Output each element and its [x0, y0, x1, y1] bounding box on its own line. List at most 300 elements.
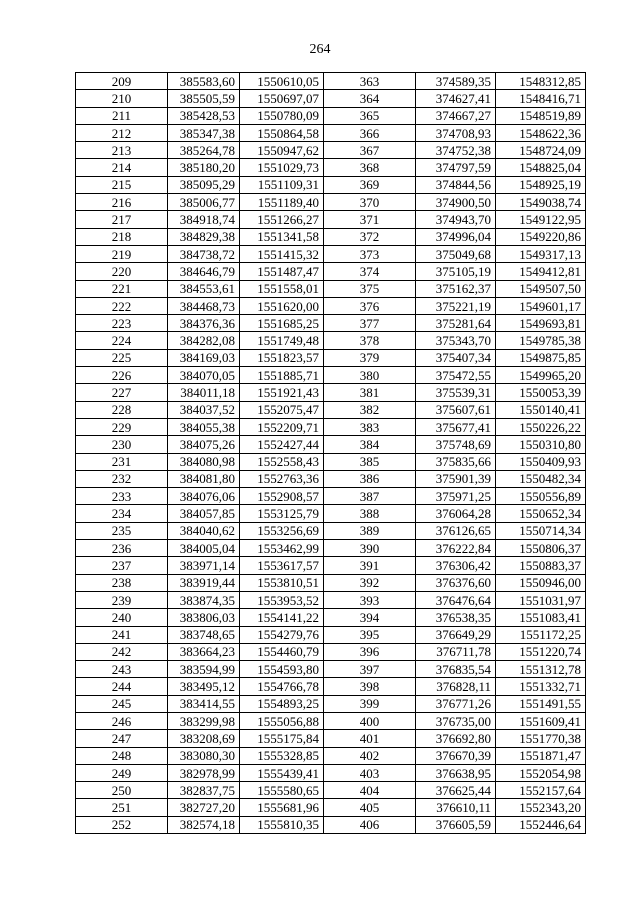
point-number-left: 239 — [76, 591, 168, 608]
x-coordinate-left: 382978,99 — [168, 764, 240, 781]
point-number-right: 395 — [324, 626, 416, 643]
y-coordinate-right: 1548312,85 — [496, 73, 586, 90]
point-number-left: 227 — [76, 384, 168, 401]
y-coordinate-left: 1552209,71 — [240, 418, 324, 435]
x-coordinate-right: 376649,29 — [416, 626, 496, 643]
table-row — [76, 245, 586, 262]
y-coordinate-left: 1550610,05 — [240, 73, 324, 90]
y-coordinate-right: 1551871,47 — [496, 747, 586, 764]
x-coordinate-left: 383664,23 — [168, 643, 240, 660]
y-coordinate-right: 1551312,78 — [496, 661, 586, 678]
x-coordinate-left: 385583,60 — [168, 73, 240, 90]
x-coordinate-right: 375281,64 — [416, 315, 496, 332]
y-coordinate-right: 1549601,17 — [496, 297, 586, 314]
point-number-right: 391 — [324, 557, 416, 574]
point-number-right: 386 — [324, 470, 416, 487]
x-coordinate-left: 385428,53 — [168, 107, 240, 124]
x-coordinate-left: 383748,65 — [168, 626, 240, 643]
point-number-left: 233 — [76, 488, 168, 505]
y-coordinate-right: 1549122,95 — [496, 211, 586, 228]
x-coordinate-right: 374844,56 — [416, 176, 496, 193]
point-number-left: 226 — [76, 367, 168, 384]
point-number-left: 217 — [76, 211, 168, 228]
y-coordinate-right: 1549038,74 — [496, 194, 586, 211]
coordinates-table-body — [76, 73, 586, 834]
table-row — [76, 540, 586, 557]
point-number-left: 251 — [76, 799, 168, 816]
table-row — [76, 591, 586, 608]
y-coordinate-left: 1551266,27 — [240, 211, 324, 228]
point-number-left: 210 — [76, 90, 168, 107]
y-coordinate-left: 1552427,44 — [240, 436, 324, 453]
table-row — [76, 643, 586, 660]
table-row — [76, 764, 586, 781]
x-coordinate-left: 385006,77 — [168, 194, 240, 211]
y-coordinate-left: 1553462,99 — [240, 540, 324, 557]
y-coordinate-right: 1549965,20 — [496, 367, 586, 384]
point-number-left: 243 — [76, 661, 168, 678]
table-row — [76, 159, 586, 176]
x-coordinate-right: 374797,59 — [416, 159, 496, 176]
table-row — [76, 695, 586, 712]
point-number-right: 374 — [324, 263, 416, 280]
x-coordinate-right: 376605,59 — [416, 816, 496, 833]
table-row — [76, 349, 586, 366]
x-coordinate-left: 384057,85 — [168, 505, 240, 522]
point-number-right: 378 — [324, 332, 416, 349]
point-number-right: 365 — [324, 107, 416, 124]
y-coordinate-left: 1551415,32 — [240, 245, 324, 262]
y-coordinate-left: 1555810,35 — [240, 816, 324, 833]
table-row — [76, 90, 586, 107]
x-coordinate-left: 384070,05 — [168, 367, 240, 384]
point-number-left: 236 — [76, 540, 168, 557]
point-number-left: 249 — [76, 764, 168, 781]
y-coordinate-left: 1555056,88 — [240, 712, 324, 729]
table-row — [76, 730, 586, 747]
point-number-right: 392 — [324, 574, 416, 591]
x-coordinate-right: 375971,25 — [416, 488, 496, 505]
table-row — [76, 211, 586, 228]
point-number-right: 389 — [324, 522, 416, 539]
point-number-right: 397 — [324, 661, 416, 678]
x-coordinate-left: 384646,79 — [168, 263, 240, 280]
y-coordinate-right: 1549875,85 — [496, 349, 586, 366]
x-coordinate-left: 384282,08 — [168, 332, 240, 349]
point-number-right: 380 — [324, 367, 416, 384]
y-coordinate-right: 1548519,89 — [496, 107, 586, 124]
point-number-right: 371 — [324, 211, 416, 228]
point-number-right: 388 — [324, 505, 416, 522]
point-number-right: 403 — [324, 764, 416, 781]
y-coordinate-right: 1551770,38 — [496, 730, 586, 747]
x-coordinate-right: 374708,93 — [416, 124, 496, 141]
table-row — [76, 678, 586, 695]
point-number-left: 225 — [76, 349, 168, 366]
point-number-right: 405 — [324, 799, 416, 816]
table-row — [76, 367, 586, 384]
y-coordinate-right: 1550652,34 — [496, 505, 586, 522]
y-coordinate-left: 1551749,48 — [240, 332, 324, 349]
x-coordinate-right: 375472,55 — [416, 367, 496, 384]
point-number-right: 379 — [324, 349, 416, 366]
x-coordinate-right: 374627,41 — [416, 90, 496, 107]
x-coordinate-right: 376064,28 — [416, 505, 496, 522]
y-coordinate-left: 1551109,31 — [240, 176, 324, 193]
x-coordinate-right: 376638,95 — [416, 764, 496, 781]
point-number-left: 247 — [76, 730, 168, 747]
point-number-left: 245 — [76, 695, 168, 712]
y-coordinate-left: 1551029,73 — [240, 159, 324, 176]
y-coordinate-right: 1549785,38 — [496, 332, 586, 349]
point-number-right: 399 — [324, 695, 416, 712]
y-coordinate-right: 1551332,71 — [496, 678, 586, 695]
x-coordinate-right: 375343,70 — [416, 332, 496, 349]
point-number-left: 235 — [76, 522, 168, 539]
x-coordinate-right: 374589,35 — [416, 73, 496, 90]
point-number-left: 241 — [76, 626, 168, 643]
x-coordinate-left: 384011,18 — [168, 384, 240, 401]
y-coordinate-right: 1550946,00 — [496, 574, 586, 591]
x-coordinate-right: 374900,50 — [416, 194, 496, 211]
point-number-right: 376 — [324, 297, 416, 314]
table-row — [76, 315, 586, 332]
table-row — [76, 124, 586, 141]
point-number-right: 396 — [324, 643, 416, 660]
point-number-right: 368 — [324, 159, 416, 176]
x-coordinate-left: 384080,98 — [168, 453, 240, 470]
y-coordinate-right: 1550409,93 — [496, 453, 586, 470]
point-number-left: 231 — [76, 453, 168, 470]
x-coordinate-right: 376476,64 — [416, 591, 496, 608]
x-coordinate-left: 385505,59 — [168, 90, 240, 107]
y-coordinate-right: 1551609,41 — [496, 712, 586, 729]
point-number-right: 369 — [324, 176, 416, 193]
x-coordinate-left: 384169,03 — [168, 349, 240, 366]
y-coordinate-left: 1550864,58 — [240, 124, 324, 141]
y-coordinate-left: 1555681,96 — [240, 799, 324, 816]
point-number-left: 211 — [76, 107, 168, 124]
y-coordinate-left: 1550947,62 — [240, 142, 324, 159]
table-row — [76, 73, 586, 90]
y-coordinate-right: 1552343,20 — [496, 799, 586, 816]
y-coordinate-right: 1549220,86 — [496, 228, 586, 245]
x-coordinate-left: 384829,38 — [168, 228, 240, 245]
table-row — [76, 384, 586, 401]
table-row — [76, 799, 586, 816]
x-coordinate-left: 383495,12 — [168, 678, 240, 695]
table-row — [76, 470, 586, 487]
table-row — [76, 557, 586, 574]
y-coordinate-right: 1550053,39 — [496, 384, 586, 401]
y-coordinate-left: 1555175,84 — [240, 730, 324, 747]
table-row — [76, 712, 586, 729]
x-coordinate-right: 376538,35 — [416, 609, 496, 626]
point-number-left: 214 — [76, 159, 168, 176]
y-coordinate-right: 1550806,37 — [496, 540, 586, 557]
y-coordinate-right: 1551172,25 — [496, 626, 586, 643]
coordinates-table — [75, 72, 586, 834]
y-coordinate-left: 1551823,57 — [240, 349, 324, 366]
point-number-right: 385 — [324, 453, 416, 470]
point-number-left: 213 — [76, 142, 168, 159]
x-coordinate-left: 384376,36 — [168, 315, 240, 332]
y-coordinate-left: 1554460,79 — [240, 643, 324, 660]
table-row — [76, 747, 586, 764]
point-number-left: 228 — [76, 401, 168, 418]
point-number-left: 218 — [76, 228, 168, 245]
point-number-right: 377 — [324, 315, 416, 332]
y-coordinate-left: 1551189,40 — [240, 194, 324, 211]
point-number-left: 240 — [76, 609, 168, 626]
x-coordinate-left: 384037,52 — [168, 401, 240, 418]
x-coordinate-right: 376306,42 — [416, 557, 496, 574]
y-coordinate-right: 1551220,74 — [496, 643, 586, 660]
y-coordinate-right: 1550310,80 — [496, 436, 586, 453]
y-coordinate-left: 1551685,25 — [240, 315, 324, 332]
x-coordinate-right: 376670,39 — [416, 747, 496, 764]
y-coordinate-left: 1554141,22 — [240, 609, 324, 626]
y-coordinate-left: 1553125,79 — [240, 505, 324, 522]
x-coordinate-left: 384076,06 — [168, 488, 240, 505]
point-number-left: 250 — [76, 782, 168, 799]
table-row — [76, 661, 586, 678]
x-coordinate-right: 376735,00 — [416, 712, 496, 729]
y-coordinate-right: 1550140,41 — [496, 401, 586, 418]
table-row — [76, 418, 586, 435]
x-coordinate-left: 383414,55 — [168, 695, 240, 712]
point-number-left: 209 — [76, 73, 168, 90]
y-coordinate-left: 1554893,25 — [240, 695, 324, 712]
point-number-right: 381 — [324, 384, 416, 401]
x-coordinate-left: 382727,20 — [168, 799, 240, 816]
point-number-right: 402 — [324, 747, 416, 764]
y-coordinate-left: 1554593,80 — [240, 661, 324, 678]
point-number-right: 364 — [324, 90, 416, 107]
y-coordinate-right: 1548825,04 — [496, 159, 586, 176]
table-row — [76, 436, 586, 453]
y-coordinate-left: 1551558,01 — [240, 280, 324, 297]
x-coordinate-left: 385347,38 — [168, 124, 240, 141]
table-row — [76, 626, 586, 643]
table-row — [76, 782, 586, 799]
x-coordinate-right: 376828,11 — [416, 678, 496, 695]
y-coordinate-left: 1551487,47 — [240, 263, 324, 280]
x-coordinate-right: 374667,27 — [416, 107, 496, 124]
y-coordinate-left: 1553617,57 — [240, 557, 324, 574]
point-number-left: 246 — [76, 712, 168, 729]
x-coordinate-left: 383919,44 — [168, 574, 240, 591]
y-coordinate-left: 1555328,85 — [240, 747, 324, 764]
y-coordinate-right: 1548622,36 — [496, 124, 586, 141]
point-number-left: 224 — [76, 332, 168, 349]
y-coordinate-left: 1555580,65 — [240, 782, 324, 799]
x-coordinate-left: 384005,04 — [168, 540, 240, 557]
y-coordinate-right: 1552054,98 — [496, 764, 586, 781]
y-coordinate-right: 1549507,50 — [496, 280, 586, 297]
x-coordinate-right: 376610,11 — [416, 799, 496, 816]
table-row — [76, 453, 586, 470]
y-coordinate-right: 1552157,64 — [496, 782, 586, 799]
y-coordinate-left: 1553810,51 — [240, 574, 324, 591]
point-number-left: 229 — [76, 418, 168, 435]
x-coordinate-right: 375901,39 — [416, 470, 496, 487]
x-coordinate-left: 384918,74 — [168, 211, 240, 228]
x-coordinate-right: 376711,78 — [416, 643, 496, 660]
point-number-right: 383 — [324, 418, 416, 435]
point-number-left: 248 — [76, 747, 168, 764]
y-coordinate-right: 1548724,09 — [496, 142, 586, 159]
table-row — [76, 574, 586, 591]
x-coordinate-left: 382837,75 — [168, 782, 240, 799]
table-row — [76, 176, 586, 193]
table-row — [76, 609, 586, 626]
point-number-left: 234 — [76, 505, 168, 522]
y-coordinate-left: 1554766,78 — [240, 678, 324, 695]
point-number-right: 394 — [324, 609, 416, 626]
point-number-left: 242 — [76, 643, 168, 660]
y-coordinate-left: 1551620,00 — [240, 297, 324, 314]
point-number-left: 212 — [76, 124, 168, 141]
x-coordinate-right: 376771,26 — [416, 695, 496, 712]
point-number-left: 222 — [76, 297, 168, 314]
x-coordinate-left: 384055,38 — [168, 418, 240, 435]
point-number-right: 373 — [324, 245, 416, 262]
x-coordinate-right: 376835,54 — [416, 661, 496, 678]
x-coordinate-left: 383971,14 — [168, 557, 240, 574]
y-coordinate-left: 1550697,07 — [240, 90, 324, 107]
x-coordinate-right: 374943,70 — [416, 211, 496, 228]
point-number-left: 244 — [76, 678, 168, 695]
x-coordinate-left: 385095,29 — [168, 176, 240, 193]
point-number-right: 404 — [324, 782, 416, 799]
point-number-right: 393 — [324, 591, 416, 608]
point-number-left: 238 — [76, 574, 168, 591]
x-coordinate-left: 384738,72 — [168, 245, 240, 262]
x-coordinate-left: 385180,20 — [168, 159, 240, 176]
y-coordinate-left: 1551341,58 — [240, 228, 324, 245]
y-coordinate-right: 1550556,89 — [496, 488, 586, 505]
point-number-left: 219 — [76, 245, 168, 262]
x-coordinate-right: 375835,66 — [416, 453, 496, 470]
y-coordinate-left: 1552763,36 — [240, 470, 324, 487]
y-coordinate-right: 1550226,22 — [496, 418, 586, 435]
y-coordinate-right: 1550482,34 — [496, 470, 586, 487]
y-coordinate-left: 1551921,43 — [240, 384, 324, 401]
table-row — [76, 297, 586, 314]
table-row — [76, 142, 586, 159]
x-coordinate-left: 384468,73 — [168, 297, 240, 314]
point-number-left: 232 — [76, 470, 168, 487]
x-coordinate-right: 375221,19 — [416, 297, 496, 314]
y-coordinate-right: 1548416,71 — [496, 90, 586, 107]
point-number-left: 216 — [76, 194, 168, 211]
table-row — [76, 263, 586, 280]
x-coordinate-right: 375049,68 — [416, 245, 496, 262]
y-coordinate-right: 1550714,34 — [496, 522, 586, 539]
x-coordinate-right: 376692,80 — [416, 730, 496, 747]
table-row — [76, 816, 586, 833]
y-coordinate-left: 1553953,52 — [240, 591, 324, 608]
x-coordinate-right: 375539,31 — [416, 384, 496, 401]
x-coordinate-right: 375677,41 — [416, 418, 496, 435]
point-number-right: 366 — [324, 124, 416, 141]
x-coordinate-left: 382574,18 — [168, 816, 240, 833]
point-number-right: 400 — [324, 712, 416, 729]
x-coordinate-left: 384075,26 — [168, 436, 240, 453]
point-number-right: 372 — [324, 228, 416, 245]
point-number-right: 363 — [324, 73, 416, 90]
x-coordinate-right: 375105,19 — [416, 263, 496, 280]
table-row — [76, 332, 586, 349]
table-row — [76, 522, 586, 539]
x-coordinate-left: 384040,62 — [168, 522, 240, 539]
x-coordinate-left: 384081,80 — [168, 470, 240, 487]
x-coordinate-left: 383299,98 — [168, 712, 240, 729]
point-number-left: 223 — [76, 315, 168, 332]
x-coordinate-right: 376126,65 — [416, 522, 496, 539]
table-row — [76, 228, 586, 245]
table-row — [76, 488, 586, 505]
y-coordinate-left: 1554279,76 — [240, 626, 324, 643]
point-number-left: 237 — [76, 557, 168, 574]
point-number-right: 387 — [324, 488, 416, 505]
table-row — [76, 280, 586, 297]
table-row — [76, 194, 586, 211]
x-coordinate-right: 376222,84 — [416, 540, 496, 557]
x-coordinate-right: 375407,34 — [416, 349, 496, 366]
point-number-left: 220 — [76, 263, 168, 280]
y-coordinate-right: 1549693,81 — [496, 315, 586, 332]
point-number-right: 370 — [324, 194, 416, 211]
x-coordinate-right: 374752,38 — [416, 142, 496, 159]
page-number: 264 — [309, 42, 331, 57]
y-coordinate-right: 1550883,37 — [496, 557, 586, 574]
y-coordinate-right: 1549412,81 — [496, 263, 586, 280]
x-coordinate-right: 375748,69 — [416, 436, 496, 453]
x-coordinate-right: 376625,44 — [416, 782, 496, 799]
y-coordinate-right: 1549317,13 — [496, 245, 586, 262]
x-coordinate-right: 376376,60 — [416, 574, 496, 591]
y-coordinate-right: 1552446,64 — [496, 816, 586, 833]
x-coordinate-left: 384553,61 — [168, 280, 240, 297]
x-coordinate-left: 383208,69 — [168, 730, 240, 747]
y-coordinate-right: 1551491,55 — [496, 695, 586, 712]
y-coordinate-right: 1551083,41 — [496, 609, 586, 626]
x-coordinate-left: 383874,35 — [168, 591, 240, 608]
point-number-right: 398 — [324, 678, 416, 695]
point-number-left: 221 — [76, 280, 168, 297]
x-coordinate-right: 375607,61 — [416, 401, 496, 418]
point-number-left: 215 — [76, 176, 168, 193]
y-coordinate-left: 1552075,47 — [240, 401, 324, 418]
point-number-right: 390 — [324, 540, 416, 557]
y-coordinate-left: 1552558,43 — [240, 453, 324, 470]
x-coordinate-left: 383080,30 — [168, 747, 240, 764]
point-number-right: 367 — [324, 142, 416, 159]
y-coordinate-left: 1555439,41 — [240, 764, 324, 781]
point-number-right: 384 — [324, 436, 416, 453]
x-coordinate-right: 374996,04 — [416, 228, 496, 245]
y-coordinate-right: 1548925,19 — [496, 176, 586, 193]
point-number-left: 252 — [76, 816, 168, 833]
y-coordinate-left: 1552908,57 — [240, 488, 324, 505]
table-row — [76, 107, 586, 124]
x-coordinate-left: 383806,03 — [168, 609, 240, 626]
table-row — [76, 401, 586, 418]
y-coordinate-left: 1551885,71 — [240, 367, 324, 384]
table-row — [76, 505, 586, 522]
